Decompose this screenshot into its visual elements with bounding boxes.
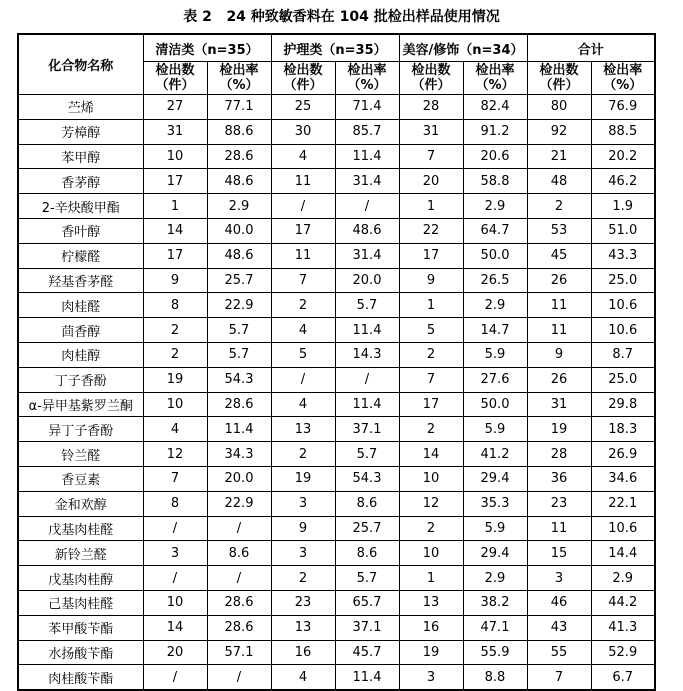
value-cell: 14: [143, 218, 207, 243]
value-cell: 48.6: [207, 169, 271, 194]
table-row: [18, 218, 655, 243]
value-cell: 16: [271, 640, 335, 665]
value-cell: 46: [527, 590, 591, 615]
compound-name-cell: 香豆素: [18, 466, 143, 491]
value-cell: 8.8: [463, 665, 527, 690]
compound-name-cell: 新铃兰醛: [18, 541, 143, 566]
value-cell: 54.3: [207, 367, 271, 392]
compound-name-cell: 苯甲酸苄酯: [18, 615, 143, 640]
value-cell: /: [207, 516, 271, 541]
value-cell: 20.0: [335, 268, 399, 293]
value-cell: 9: [143, 268, 207, 293]
value-cell: 17: [399, 243, 463, 268]
value-cell: 28.6: [207, 615, 271, 640]
value-cell: /: [143, 566, 207, 591]
subheader-count-cleaning: [143, 62, 207, 95]
table-row: [18, 144, 655, 169]
value-cell: 23: [527, 491, 591, 516]
value-cell: 45.7: [335, 640, 399, 665]
group-header-beauty: 美容/修饰（n=34）: [399, 34, 527, 62]
table-row: [18, 665, 655, 690]
value-cell: 2.9: [463, 293, 527, 318]
value-cell: 10.6: [591, 318, 655, 343]
value-cell: 28: [399, 95, 463, 120]
table-row: [18, 169, 655, 194]
value-cell: 2.9: [463, 566, 527, 591]
value-cell: 19: [143, 367, 207, 392]
value-cell: 25.0: [591, 268, 655, 293]
value-cell: 30: [271, 119, 335, 144]
subheader-count-unit: （件）: [283, 78, 323, 93]
compound-name-cell: 金和欢醇: [18, 491, 143, 516]
group-header-total: 合计: [527, 34, 655, 62]
value-cell: 28.6: [207, 144, 271, 169]
value-cell: 7: [271, 268, 335, 293]
value-cell: 26.9: [591, 442, 655, 467]
group-header-care: 护理类（n=35）: [271, 34, 399, 62]
compound-name-cell: 芳樟醇: [18, 119, 143, 144]
value-cell: 8: [143, 491, 207, 516]
value-cell: 11: [527, 293, 591, 318]
value-cell: 3: [143, 541, 207, 566]
subheader-rate-unit: （%）: [219, 78, 259, 93]
value-cell: 20.0: [207, 466, 271, 491]
table-row: [18, 95, 655, 120]
value-cell: 11: [527, 516, 591, 541]
value-cell: 27.6: [463, 367, 527, 392]
value-cell: 13: [399, 590, 463, 615]
value-cell: 25.7: [335, 516, 399, 541]
compound-name-cell: 水扬酸苄酯: [18, 640, 143, 665]
subheader-count-label: 检出数: [155, 63, 195, 78]
table-row: [18, 367, 655, 392]
value-cell: 12: [143, 442, 207, 467]
value-cell: 10: [399, 541, 463, 566]
table-row: [18, 442, 655, 467]
value-cell: 1: [399, 293, 463, 318]
value-cell: 44.2: [591, 590, 655, 615]
value-cell: 11.4: [335, 318, 399, 343]
value-cell: 77.1: [207, 95, 271, 120]
value-cell: 10: [143, 144, 207, 169]
value-cell: 5: [271, 342, 335, 367]
value-cell: 48: [527, 169, 591, 194]
value-cell: 31: [143, 119, 207, 144]
value-cell: 55.9: [463, 640, 527, 665]
compound-name-cell: 羟基香茅醛: [18, 268, 143, 293]
value-cell: 15: [527, 541, 591, 566]
value-cell: 53: [527, 218, 591, 243]
value-cell: 2.9: [591, 566, 655, 591]
value-cell: 40.0: [207, 218, 271, 243]
value-cell: 2: [271, 566, 335, 591]
value-cell: 5.9: [463, 516, 527, 541]
value-cell: 26: [527, 367, 591, 392]
value-cell: 16: [399, 615, 463, 640]
subheader-rate-unit: （%）: [347, 78, 387, 93]
value-cell: 7: [399, 144, 463, 169]
value-cell: 3: [399, 665, 463, 690]
subheader-count-label: 检出数: [411, 63, 451, 78]
value-cell: 20: [399, 169, 463, 194]
subheader-count-total: [527, 62, 591, 95]
value-cell: 8.6: [335, 491, 399, 516]
value-cell: 12: [399, 491, 463, 516]
value-cell: 1: [143, 194, 207, 219]
value-cell: 11: [527, 318, 591, 343]
table-row: [18, 194, 655, 219]
value-cell: 5.7: [335, 293, 399, 318]
value-cell: 9: [399, 268, 463, 293]
value-cell: 43: [527, 615, 591, 640]
compound-name-cell: 香茅醇: [18, 169, 143, 194]
value-cell: 36: [527, 466, 591, 491]
value-cell: 48.6: [207, 243, 271, 268]
group-header-cleaning: 清洁类（n=35）: [143, 34, 271, 62]
table-row: [18, 640, 655, 665]
value-cell: /: [143, 665, 207, 690]
compound-name-cell: 肉桂醛: [18, 293, 143, 318]
value-cell: 57.1: [207, 640, 271, 665]
compound-name-cell: 异丁子香酚: [18, 417, 143, 442]
value-cell: 11: [271, 243, 335, 268]
value-cell: 2: [143, 318, 207, 343]
value-cell: 47.1: [463, 615, 527, 640]
value-cell: 7: [399, 367, 463, 392]
value-cell: 8.6: [207, 541, 271, 566]
value-cell: 5.9: [463, 342, 527, 367]
value-cell: 20: [143, 640, 207, 665]
value-cell: 31: [527, 392, 591, 417]
compound-name-cell: 戊基肉桂醛: [18, 516, 143, 541]
fragrance-detection-table: [17, 33, 656, 691]
value-cell: 19: [399, 640, 463, 665]
value-cell: 50.0: [463, 243, 527, 268]
value-cell: 38.2: [463, 590, 527, 615]
table-row: [18, 566, 655, 591]
value-cell: 35.3: [463, 491, 527, 516]
value-cell: 22.1: [591, 491, 655, 516]
value-cell: 17: [143, 169, 207, 194]
value-cell: 34.3: [207, 442, 271, 467]
table-row: [18, 293, 655, 318]
value-cell: 1.9: [591, 194, 655, 219]
compound-name-cell: 肉桂酸苄酯: [18, 665, 143, 690]
value-cell: 11.4: [207, 417, 271, 442]
subheader-rate-cleaning: [207, 62, 271, 95]
subheader-rate-total: [591, 62, 655, 95]
value-cell: 18.3: [591, 417, 655, 442]
value-cell: 11.4: [335, 392, 399, 417]
value-cell: 43.3: [591, 243, 655, 268]
value-cell: 85.7: [335, 119, 399, 144]
value-cell: 37.1: [335, 417, 399, 442]
value-cell: 45: [527, 243, 591, 268]
value-cell: 4: [271, 665, 335, 690]
subheader-count-label: 检出数: [539, 63, 579, 78]
value-cell: 54.3: [335, 466, 399, 491]
value-cell: 10.6: [591, 516, 655, 541]
value-cell: 76.9: [591, 95, 655, 120]
header-group-row: [18, 34, 655, 62]
value-cell: 19: [271, 466, 335, 491]
value-cell: 4: [143, 417, 207, 442]
value-cell: /: [207, 566, 271, 591]
value-cell: 29.4: [463, 541, 527, 566]
value-cell: /: [271, 367, 335, 392]
value-cell: 11.4: [335, 665, 399, 690]
value-cell: 2: [399, 342, 463, 367]
value-cell: 27: [143, 95, 207, 120]
value-cell: 25.7: [207, 268, 271, 293]
compound-name-cell: 己基肉桂醛: [18, 590, 143, 615]
value-cell: 5.7: [207, 318, 271, 343]
table-row: [18, 318, 655, 343]
table-row: [18, 268, 655, 293]
value-cell: 34.6: [591, 466, 655, 491]
value-cell: 7: [527, 665, 591, 690]
value-cell: 3: [271, 541, 335, 566]
subheader-count-unit: （件）: [155, 78, 195, 93]
value-cell: 14.7: [463, 318, 527, 343]
value-cell: 22.9: [207, 491, 271, 516]
value-cell: 29.8: [591, 392, 655, 417]
value-cell: 17: [399, 392, 463, 417]
value-cell: 2: [399, 417, 463, 442]
value-cell: 4: [271, 318, 335, 343]
value-cell: 65.7: [335, 590, 399, 615]
subheader-count-unit: （件）: [411, 78, 451, 93]
table-row: [18, 243, 655, 268]
value-cell: 3: [271, 491, 335, 516]
value-cell: 4: [271, 392, 335, 417]
value-cell: 10: [143, 392, 207, 417]
value-cell: 11: [271, 169, 335, 194]
value-cell: 1: [399, 566, 463, 591]
value-cell: 3: [527, 566, 591, 591]
value-cell: 8.6: [335, 541, 399, 566]
value-cell: 5.7: [335, 566, 399, 591]
value-cell: 21: [527, 144, 591, 169]
value-cell: 71.4: [335, 95, 399, 120]
value-cell: 2.9: [207, 194, 271, 219]
value-cell: 2: [527, 194, 591, 219]
subheader-rate-label: 检出率: [603, 63, 643, 78]
value-cell: 20.6: [463, 144, 527, 169]
table-row: [18, 590, 655, 615]
value-cell: 37.1: [335, 615, 399, 640]
value-cell: 5.9: [463, 417, 527, 442]
subheader-count-care: [271, 62, 335, 95]
value-cell: 13: [271, 615, 335, 640]
value-cell: 20.2: [591, 144, 655, 169]
table-row: [18, 615, 655, 640]
table-row: [18, 516, 655, 541]
value-cell: 14.3: [335, 342, 399, 367]
table-row: [18, 541, 655, 566]
compound-name-cell: α-异甲基紫罗兰酮: [18, 392, 143, 417]
value-cell: 31.4: [335, 169, 399, 194]
compound-name-cell: 苯甲醇: [18, 144, 143, 169]
value-cell: 41.2: [463, 442, 527, 467]
compound-name-cell: 香叶醇: [18, 218, 143, 243]
value-cell: 7: [143, 466, 207, 491]
subheader-count-unit: （件）: [539, 78, 579, 93]
subheader-count-label: 检出数: [283, 63, 323, 78]
value-cell: /: [335, 367, 399, 392]
value-cell: 4: [271, 144, 335, 169]
value-cell: 2: [143, 342, 207, 367]
value-cell: 31: [399, 119, 463, 144]
value-cell: 26: [527, 268, 591, 293]
value-cell: 50.0: [463, 392, 527, 417]
value-cell: 88.6: [207, 119, 271, 144]
value-cell: /: [335, 194, 399, 219]
compound-name-cell: 丁子香酚: [18, 367, 143, 392]
value-cell: 6.7: [591, 665, 655, 690]
value-cell: 25: [271, 95, 335, 120]
value-cell: 55: [527, 640, 591, 665]
value-cell: 22.9: [207, 293, 271, 318]
table-row: [18, 392, 655, 417]
value-cell: 5.7: [335, 442, 399, 467]
compound-name-cell: 2-辛炔酸甲酯: [18, 194, 143, 219]
value-cell: /: [143, 516, 207, 541]
value-cell: 52.9: [591, 640, 655, 665]
value-cell: 13: [271, 417, 335, 442]
value-cell: /: [271, 194, 335, 219]
value-cell: 17: [143, 243, 207, 268]
value-cell: 9: [271, 516, 335, 541]
value-cell: 51.0: [591, 218, 655, 243]
value-cell: 17: [271, 218, 335, 243]
value-cell: 28.6: [207, 590, 271, 615]
value-cell: 22: [399, 218, 463, 243]
table-body: [18, 95, 655, 691]
value-cell: 41.3: [591, 615, 655, 640]
value-cell: 80: [527, 95, 591, 120]
compound-name-cell: 柠檬醛: [18, 243, 143, 268]
value-cell: 28: [527, 442, 591, 467]
value-cell: 25.0: [591, 367, 655, 392]
value-cell: 88.5: [591, 119, 655, 144]
value-cell: 9: [527, 342, 591, 367]
value-cell: 46.2: [591, 169, 655, 194]
value-cell: 2: [271, 442, 335, 467]
table-row: [18, 342, 655, 367]
value-cell: 8.7: [591, 342, 655, 367]
subheader-rate-label: 检出率: [219, 63, 259, 78]
subheader-rate-label: 检出率: [475, 63, 515, 78]
value-cell: 91.2: [463, 119, 527, 144]
table-row: [18, 491, 655, 516]
value-cell: 92: [527, 119, 591, 144]
value-cell: 10: [399, 466, 463, 491]
value-cell: 58.8: [463, 169, 527, 194]
value-cell: 28.6: [207, 392, 271, 417]
value-cell: 14.4: [591, 541, 655, 566]
subheader-rate-unit: （%）: [475, 78, 515, 93]
table-row: [18, 119, 655, 144]
value-cell: /: [207, 665, 271, 690]
subheader-rate-care: [335, 62, 399, 95]
value-cell: 2: [399, 516, 463, 541]
compound-name-cell: 戊基肉桂醇: [18, 566, 143, 591]
value-cell: 48.6: [335, 218, 399, 243]
subheader-rate-label: 检出率: [347, 63, 387, 78]
compound-name-cell: 肉桂醇: [18, 342, 143, 367]
value-cell: 26.5: [463, 268, 527, 293]
compound-name-cell: 茴香醇: [18, 318, 143, 343]
value-cell: 14: [399, 442, 463, 467]
value-cell: 64.7: [463, 218, 527, 243]
compound-name-cell: 铃兰醛: [18, 442, 143, 467]
value-cell: 10: [143, 590, 207, 615]
value-cell: 1: [399, 194, 463, 219]
value-cell: 10.6: [591, 293, 655, 318]
subheader-rate-unit: （%）: [603, 78, 643, 93]
page-title: 表 2 24 种致敏香料在 104 批检出样品使用情况: [183, 9, 500, 25]
subheader-rate-beauty: [463, 62, 527, 95]
value-cell: 11.4: [335, 144, 399, 169]
compound-name-cell: 苎烯: [18, 95, 143, 120]
compound-name-header: 化合物名称: [18, 34, 143, 95]
table-row: [18, 466, 655, 491]
value-cell: 23: [271, 590, 335, 615]
value-cell: 19: [527, 417, 591, 442]
value-cell: 31.4: [335, 243, 399, 268]
value-cell: 8: [143, 293, 207, 318]
value-cell: 2.9: [463, 194, 527, 219]
value-cell: 5.7: [207, 342, 271, 367]
table-row: [18, 417, 655, 442]
subheader-count-beauty: [399, 62, 463, 95]
value-cell: 29.4: [463, 466, 527, 491]
value-cell: 82.4: [463, 95, 527, 120]
value-cell: 2: [271, 293, 335, 318]
value-cell: 5: [399, 318, 463, 343]
value-cell: 14: [143, 615, 207, 640]
